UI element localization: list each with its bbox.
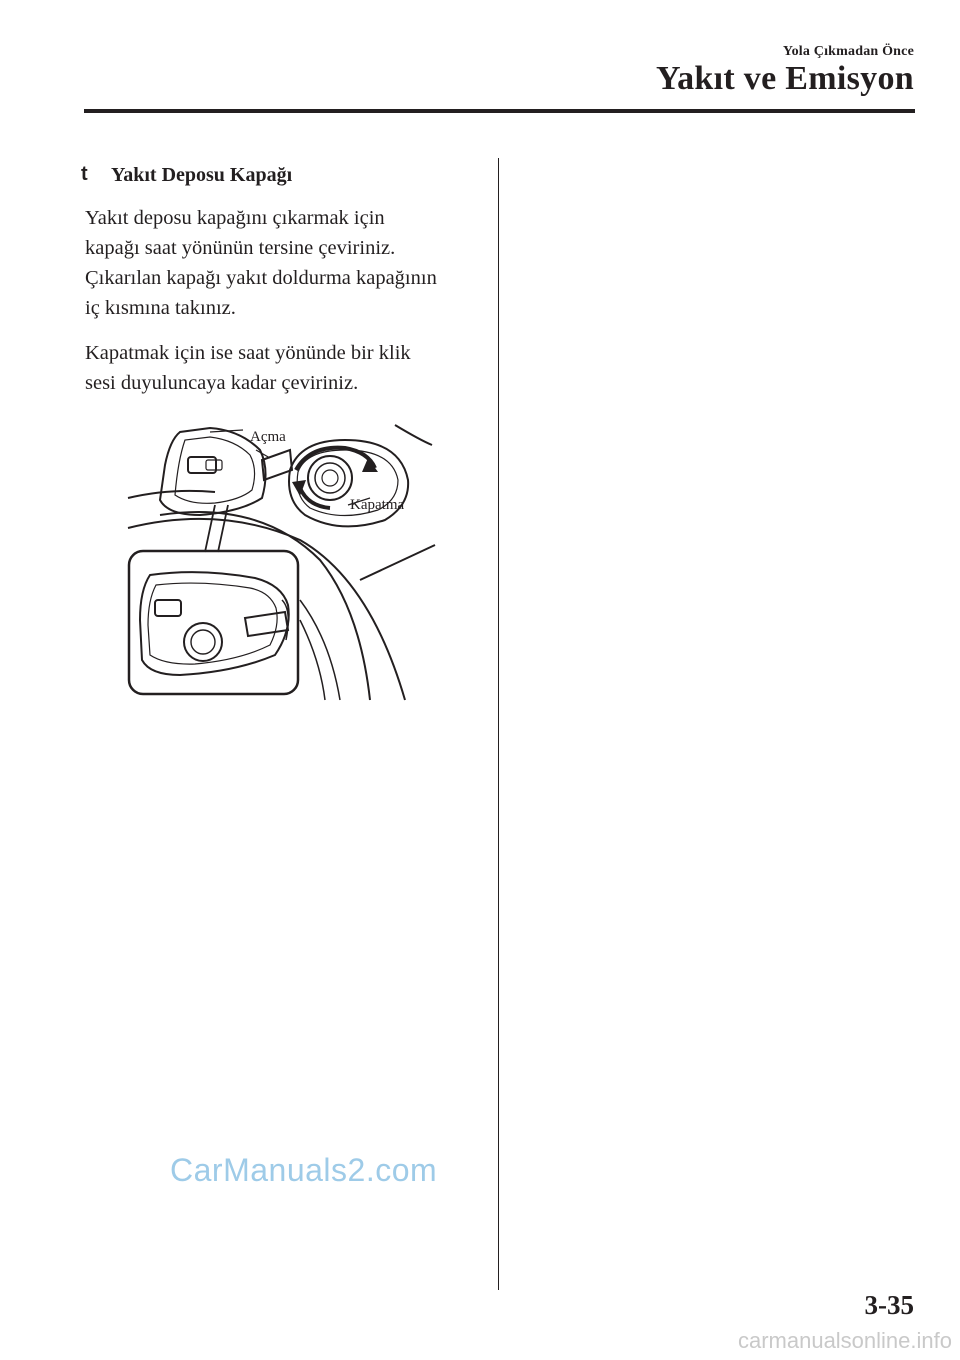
watermark: CarManuals2.com bbox=[170, 1152, 438, 1188]
fuel-cap-illustration bbox=[126, 415, 436, 705]
chapter-title: Yakıt ve Emisyon bbox=[656, 60, 914, 97]
paragraph-line: kapağı saat yönünün tersine çeviriniz. bbox=[85, 237, 396, 259]
paragraph-line: sesi duyuluncaya kadar çeviriniz. bbox=[85, 372, 359, 394]
paragraph-line: iç kısmına takınız. bbox=[85, 297, 236, 319]
label-close: Kapatma bbox=[350, 497, 405, 513]
paragraph-line: Yakıt deposu kapağını çıkarmak için bbox=[85, 207, 385, 229]
section-title: Yakıt Deposu Kapağı bbox=[111, 164, 293, 186]
paragraph-remove-cap bbox=[85, 203, 485, 323]
paragraph-close-cap bbox=[85, 338, 485, 398]
header-rule bbox=[84, 109, 915, 113]
footer-site-link[interactable]: carmanualsonline.info bbox=[737, 1328, 952, 1353]
page-number: 3-35 bbox=[864, 1290, 914, 1320]
column-divider bbox=[498, 158, 499, 1290]
chapter-subtitle: Yola Çıkmadan Önce bbox=[782, 44, 914, 59]
paragraph-line: Çıkarılan kapağı yakıt doldurma kapağının bbox=[85, 267, 437, 289]
paragraph-line: Kapatmak için ise saat yönünde bir klik bbox=[85, 342, 411, 364]
label-open: Açma bbox=[250, 429, 286, 445]
section-bullet-icon: t bbox=[81, 163, 88, 185]
